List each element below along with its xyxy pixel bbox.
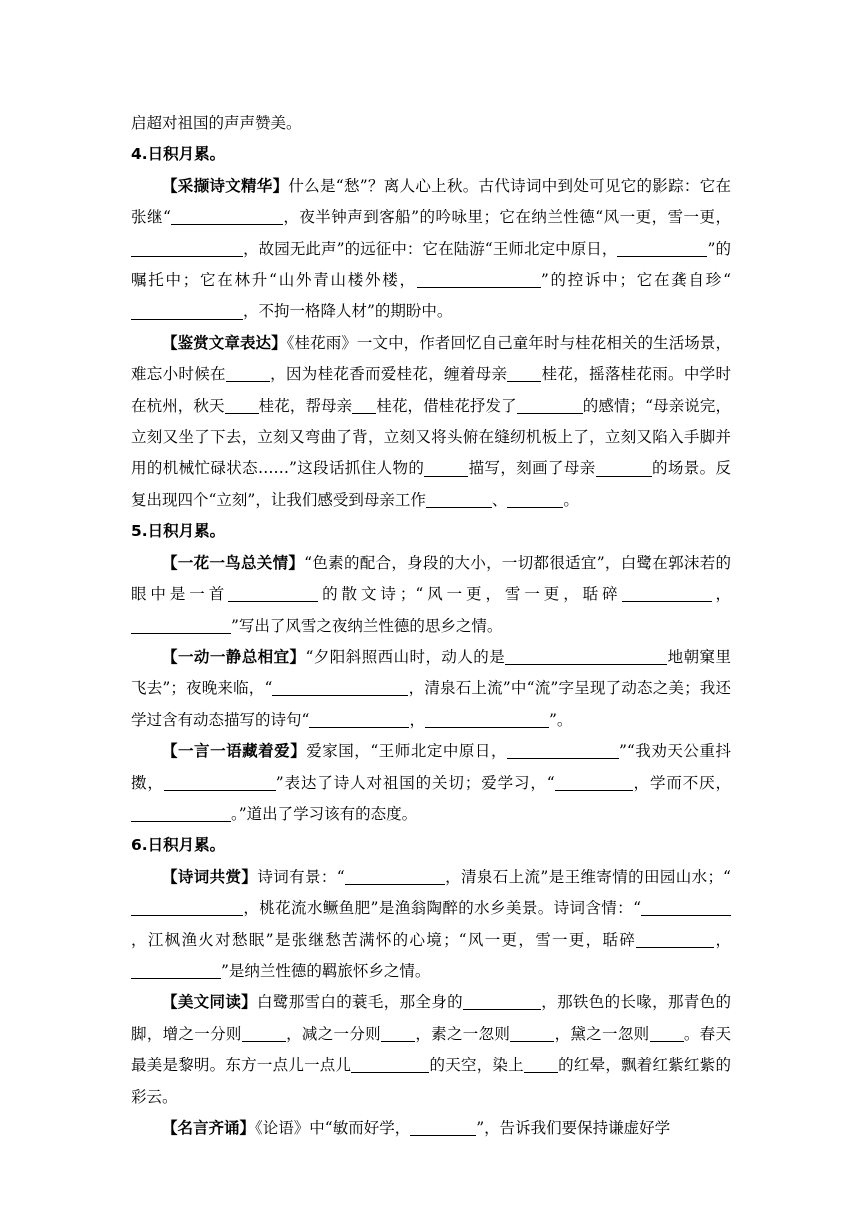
paragraph-label: 【一动一静总相宜】 <box>162 647 306 666</box>
answer-blank[interactable] <box>650 1025 684 1042</box>
text: 描写，刻画了母亲 <box>468 459 596 478</box>
section-heading-6 <box>131 830 731 861</box>
paragraph-label: 【采撷诗文精华】 <box>162 176 289 195</box>
text: 《论语》中“敏而好学， <box>255 1119 411 1137</box>
text: 爱家国，“王师北定中原日， <box>306 742 507 761</box>
answer-blank[interactable] <box>507 742 619 759</box>
paragraph-famous-quotes <box>131 1113 731 1144</box>
answer-blank[interactable] <box>228 585 318 602</box>
text: 的场景。反复出现四个“立刻”，让我们感受到母亲工作 <box>131 459 731 509</box>
answer-blank[interactable] <box>351 1056 429 1073</box>
text: ，夜半钟声到客船”的吟咏里；它在纳兰性德“风一更，雪一更， <box>282 208 731 227</box>
text: “色素的配合，身段的大小，一切都很适宜”，白鹭在郭沫若的眼中是一首 <box>131 553 731 604</box>
answer-blank[interactable] <box>242 1025 286 1042</box>
text: 启超对祖国的声声赞美。 <box>131 114 302 132</box>
section-heading-4 <box>131 139 731 170</box>
text: ”。 <box>548 710 573 729</box>
text: ，清泉石上流”中“流”字呈现了动态之美；我还学过含有动态描写的诗句“ <box>131 679 731 729</box>
text: 桂花，摇落桂花雨。中学时在杭州，秋天 <box>131 365 731 415</box>
text: 6.日积月累。 <box>131 836 226 855</box>
text: 桂花，借桂花抒发了 <box>376 396 517 415</box>
text: ，不拘一格降人材”的期盼中。 <box>243 302 453 321</box>
answer-blank[interactable] <box>131 239 243 256</box>
paragraph-label: 【美文同读】 <box>162 993 258 1012</box>
answer-blank[interactable] <box>636 930 714 947</box>
text: 5.日积月累。 <box>131 522 226 541</box>
text: ， <box>409 710 425 729</box>
paragraph-prose-reading <box>131 987 731 1113</box>
text: ”写出了风雪之夜纳兰性德的思乡之情。 <box>231 616 503 635</box>
text: ，桃花流水鳜鱼肥”是渔翁陶醉的水乡美景。诗词含情：“ <box>243 899 641 918</box>
answer-blank[interactable] <box>131 616 231 633</box>
text: 4.日积月累。 <box>131 145 226 164</box>
text: ，学而不厌， <box>632 773 731 792</box>
text: 、 <box>491 490 508 509</box>
answer-blank[interactable] <box>417 271 541 288</box>
answer-blank[interactable] <box>131 805 231 822</box>
text: ”“我劝天公重抖擞， <box>131 742 731 792</box>
paragraph-flower-bird <box>131 548 731 642</box>
answer-blank[interactable] <box>641 899 731 916</box>
answer-blank[interactable] <box>510 1025 554 1042</box>
answer-blank[interactable] <box>381 1025 415 1042</box>
text: 地朝窠里飞去”；夜晚来临，“ <box>131 647 731 698</box>
paragraph-label: 【鉴赏文章表达】 <box>162 333 287 352</box>
text: 的天空，染上 <box>429 1056 524 1075</box>
document-page <box>131 108 731 1144</box>
text: ”，告诉我们要保持谦虚好学 <box>476 1119 671 1137</box>
answer-blank[interactable] <box>463 993 541 1010</box>
text: “夕阳斜照西山时，动人的是 <box>305 647 506 666</box>
text: 的感情；“母亲说完，立刻又坐了下去，立刻又弯曲了背，立刻又将头俯在缝纫机板上了，立刻又陷入手脚并用的机械忙碌状态……”这段话抓住人物的 <box>131 396 731 478</box>
text: ，素之一忽则 <box>415 1024 511 1043</box>
answer-blank[interactable] <box>225 396 259 413</box>
paragraph-poetry-essence <box>131 171 731 328</box>
text: 白鹭那雪白的蓑毛，那全身的 <box>257 993 463 1012</box>
answer-blank[interactable] <box>131 962 221 979</box>
text: 的红晕，飘着红紫红紫的彩云。 <box>131 1056 731 1106</box>
text: ”表达了诗人对祖国的关切；爱学习，“ <box>275 773 555 792</box>
text: 什么是“愁”？离人心上秋。古代诗词中到处可见它的影踪：它在张继“ <box>131 176 731 227</box>
answer-blank[interactable] <box>272 679 408 696</box>
answer-blank[interactable] <box>410 1119 476 1136</box>
paragraph-label: 【诗词共赏】 <box>162 867 258 886</box>
answer-blank[interactable] <box>226 365 270 382</box>
paragraph-words-love <box>131 736 731 830</box>
text: ，江枫渔火对愁眠”是张继愁苦满怀的心境；“风一更，雪一更，聒碎 <box>131 930 637 949</box>
answer-blank[interactable] <box>131 302 243 319</box>
answer-blank[interactable] <box>164 773 276 790</box>
text: ”的嘱托中；它在林升“山外青山楼外楼， <box>131 239 731 290</box>
text: ”是纳兰性德的羁旅怀乡之情。 <box>221 961 431 980</box>
text: 诗词有景：“ <box>257 867 345 886</box>
answer-blank[interactable] <box>507 491 563 508</box>
text: 。春天最美是黎明。东方一点儿一点儿 <box>131 1024 731 1075</box>
text: ，减之一分则 <box>285 1024 381 1043</box>
answer-blank[interactable] <box>505 648 667 665</box>
paragraph-article-appreciation <box>131 328 731 516</box>
paragraph-label: 【名言齐诵】 <box>162 1119 256 1137</box>
section-heading-5 <box>131 516 731 547</box>
text: ， <box>714 930 731 949</box>
answer-blank[interactable] <box>426 491 492 508</box>
text: 桂花，帮母亲 <box>258 396 353 415</box>
answer-blank[interactable] <box>352 396 376 413</box>
paragraph-poetry-appreciation <box>131 862 731 988</box>
answer-blank[interactable] <box>555 773 633 790</box>
answer-blank[interactable] <box>622 585 712 602</box>
answer-blank[interactable] <box>524 1056 558 1073</box>
text: 。 <box>563 490 579 509</box>
answer-blank[interactable] <box>425 711 549 728</box>
answer-blank[interactable] <box>617 239 707 256</box>
text: ”的控诉中；它在龚自珍“ <box>540 271 731 290</box>
paragraph-label: 【一言一语藏着爱】 <box>162 742 307 761</box>
answer-blank[interactable] <box>345 868 445 885</box>
answer-blank[interactable] <box>131 899 243 916</box>
text: ，故园无此声”的远征中：它在陆游“王师北定中原日， <box>243 239 618 258</box>
text: ，因为桂花香而爱桂花，缠着母亲 <box>269 365 508 384</box>
answer-blank[interactable] <box>596 459 652 476</box>
text: ，那铁色的长喙，那青色的脚，增之一分则 <box>131 993 731 1043</box>
text: 。”道出了学习该有的态度。 <box>231 804 418 823</box>
answer-blank[interactable] <box>507 365 541 382</box>
answer-blank[interactable] <box>517 396 583 413</box>
text: ， <box>711 585 731 604</box>
paragraph-motion-stillness <box>131 642 731 736</box>
text: 《桂花雨》一文中，作者回忆自己童年时与桂花相关的生活场景，难忘小时候在 <box>131 333 731 384</box>
answer-blank[interactable] <box>171 208 283 225</box>
paragraph-label: 【一花一鸟总关情】 <box>162 553 305 572</box>
answer-blank[interactable] <box>309 711 409 728</box>
text: 的散文诗；“风一更，雪一更，聒碎 <box>318 585 622 604</box>
text-line <box>131 108 731 139</box>
answer-blank[interactable] <box>424 459 468 476</box>
text: ，清泉石上流”是王维寄情的田园山水；“ <box>444 867 731 886</box>
text: ，黛之一忽则 <box>554 1024 650 1043</box>
